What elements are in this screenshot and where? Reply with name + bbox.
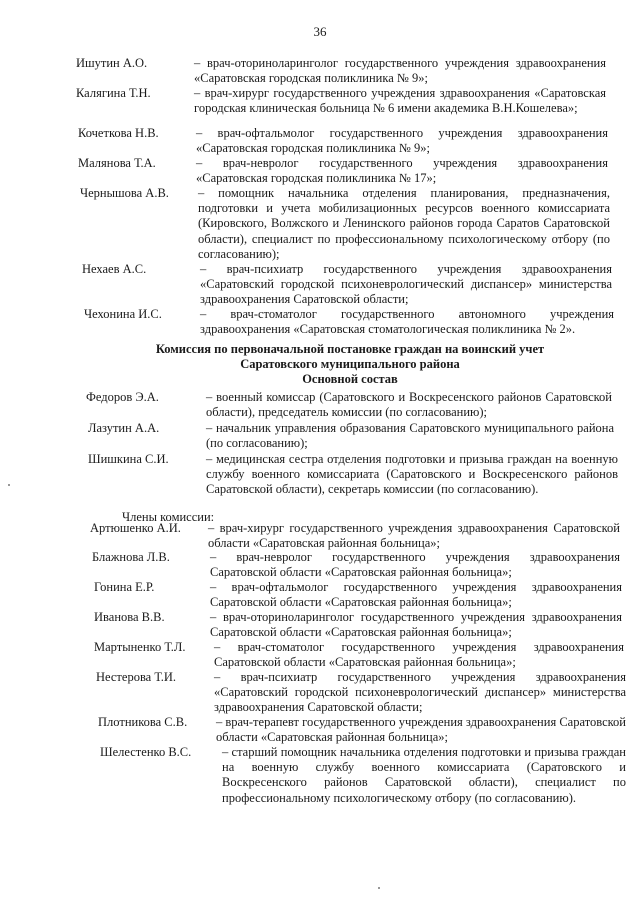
member-name: Мартыненко Т.Л. <box>94 640 186 654</box>
members-label: Члены комиссии: <box>122 510 215 524</box>
member-name: Кочеткова Н.В. <box>78 126 159 140</box>
member-role: – врач-оториноларинголог государственного учреждения здравоохранения «Саратовская городская поликлиника № 9»; <box>194 56 606 86</box>
member-role: – врач-психиатр государственного учреждения здравоохранения «Саратовский городской психоневрологический диспансер» министерства здравоохранения Саратовской области; <box>214 670 626 715</box>
member-role: – медицинская сестра отделения подготовки и призыва граждан на военную службу военного комиссариата (Саратовского и Воскресенского районов Саратовской области), секретарь комиссии (по согласованию). <box>206 452 618 497</box>
member-name: Артюшенко А.И. <box>90 521 181 535</box>
member-role: – военный комиссар (Саратовского и Воскресенского районов Саратовской области), председатель комиссии (по согласованию); <box>206 390 612 420</box>
commission-subtitle: Саратовского муниципального района <box>240 357 460 371</box>
member-role: – врач-терапевт государственного учреждения здравоохранения Саратовской области «Саратовская районная больница»; <box>216 715 627 745</box>
member-name: Шелестенко В.С. <box>100 745 192 759</box>
member-role: – врач-офтальмолог государственного учреждения здравоохранения Саратовской области «Саратовская районная больница»; <box>210 580 622 610</box>
member-name: Блажнова Л.В. <box>92 550 170 564</box>
page-number: 36 <box>313 24 327 39</box>
member-role: – врач-офтальмолог государственного учреждения здравоохранения «Саратовская городская поликлиника № 9»; <box>196 126 608 156</box>
member-name: Лазутин А.А. <box>88 421 160 435</box>
member-role: – помощник начальника отделения планирования, предназначения, подготовки и учета мобилизационных ресурсов военного комиссариата (Кировского, Волжского и Ленинского районов города Саратов Саратовской области), специалист по профессиональному психологическому отбору (по согласованию); <box>198 186 610 261</box>
member-name: Федоров Э.А. <box>86 390 159 404</box>
member-role: – врач-стоматолог государственного автономного учреждения здравоохранения «Саратовская стоматологическая поликлиника № 2». <box>200 307 615 337</box>
member-role: – врач-оториноларинголог государственного учреждения здравоохранения Саратовской области «Саратовская районная больница»; <box>210 610 622 640</box>
member-name: Калягина Т.Н. <box>76 86 151 100</box>
member-role: – старший помощник начальника отделения подготовки и призыва граждан на военную службу военного комиссариата (Саратовского и Воскресенского районов Саратовской области), специалист по профессиональному психологическому отбору (по согласованию). <box>222 745 626 805</box>
member-name: Ишутин А.О. <box>76 56 148 70</box>
member-role: – врач-невролог государственного учреждения здравоохранения «Саратовская городская поликлиника № 17»; <box>196 156 608 186</box>
member-name: Нестерова Т.И. <box>96 670 177 684</box>
member-name: Малянова Т.А. <box>78 156 156 170</box>
scan-speck <box>378 887 380 889</box>
member-role: – начальник управления образования Саратовского муниципального района (по согласованию); <box>206 421 614 451</box>
scan-speck <box>8 484 10 486</box>
member-role: – врач-хирург государственного учреждения здравоохранения «Саратовская городская клиническая больница № 6 имени академика В.Н.Кошелева»; <box>194 86 607 116</box>
member-name: Чернышова А.В. <box>80 186 169 200</box>
member-role: – врач-психиатр государственного учреждения здравоохранения «Саратовский городской психоневрологический диспансер» министерства здравоохранения Саратовской области; <box>200 262 612 307</box>
member-name: Шишкина С.И. <box>88 452 169 466</box>
composition-heading: Основной состав <box>302 372 398 386</box>
member-role: – врач-хирург государственного учреждения здравоохранения Саратовской области «Саратовская районная больница»; <box>208 521 620 551</box>
member-name: Чехонина И.С. <box>84 307 162 321</box>
commission-title: Комиссия по первоначальной постановке граждан на воинский учет <box>155 342 545 356</box>
member-name: Иванова В.В. <box>94 610 165 624</box>
member-role: – врач-стоматолог государственного учреждения здравоохранения Саратовской области «Саратовская районная больница»; <box>214 640 624 670</box>
member-role: – врач-невролог государственного учреждения здравоохранения Саратовской области «Саратовская районная больница»; <box>210 550 620 580</box>
member-name: Нехаев А.С. <box>82 262 147 276</box>
member-name: Плотникова С.В. <box>98 715 188 729</box>
member-name: Гонина Е.Р. <box>94 580 155 594</box>
